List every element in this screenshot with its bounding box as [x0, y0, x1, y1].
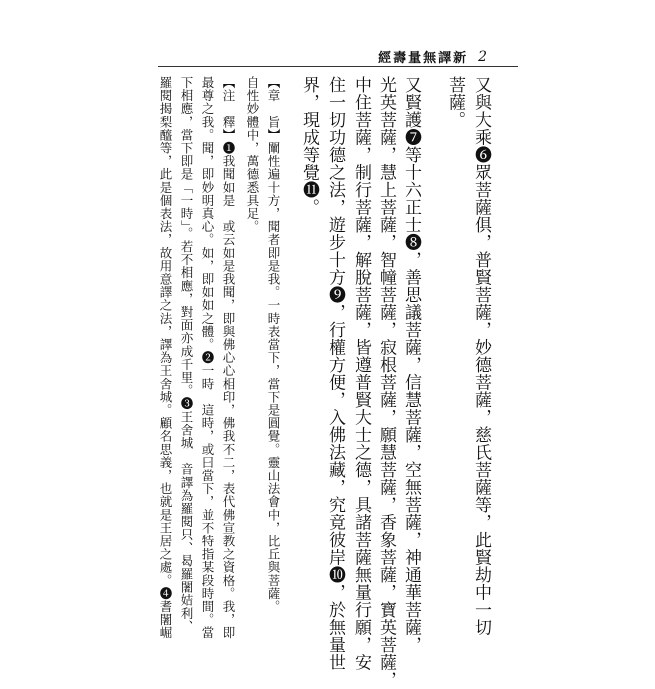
main-text-column: 菩薩。 [445, 76, 465, 129]
main-text-column: 又與大乘❻眾菩薩俱，普賢菩薩，妙德菩薩，慈氏菩薩等，此賢劫中一切 [471, 76, 491, 636]
main-text-column: 中住菩薩，制行菩薩，解脫菩薩，皆遵普賢大士之德，具諸菩薩無量行願，安 [351, 76, 371, 671]
book-title: 經壽量無譯新 [378, 51, 469, 66]
running-header [378, 47, 487, 66]
page-number: 2 [478, 48, 487, 65]
chapter-gist-column: 【章 旨】闡性遍十方，聞者即是我。一時表當下，當下是圓覺。靈山法會中，比丘與菩薩。 [266, 76, 281, 614]
annotation-column: 下相應，當下即是「一時」。若不相應，對面亦成千里。❸王舍城 音譯為羅閱只、曷羅闍姞利、 [179, 76, 194, 634]
main-text-column: 光英菩薩，慧上菩薩，智幢菩薩，寂根菩薩，願慧菩薩，香象菩薩，寶英菩薩， [376, 76, 396, 689]
header-rule [158, 66, 518, 67]
chapter-gist-column: 自性妙體中，萬德悉具足。 [245, 76, 260, 234]
annotation-column: 最尊之我。聞，即妙明真心。如，即如如之體。❷一時 這時，或曰當下，並不特指某段時間。當 [200, 76, 215, 640]
main-text-column: 界，現成等覺⓫。 [299, 76, 319, 216]
annotation-column: 羅閱揭梨醯等，此是個表法，故用意譯之法，譯為王舍城。顧名思義，也就是王居之處。❹耆闍崛 [158, 76, 173, 640]
annotation-column: 【注 釋】❶我聞如是 或云如是我聞，即與佛心心相印，佛我不二，表代佛宣教之資格。我，即 [221, 76, 236, 640]
main-text-column: 又賢護❼等十六正士❽，善思議菩薩，信慧菩薩，空無菩薩，神通華菩薩， [401, 76, 421, 654]
main-text-column: 住一切功德之法，遊步十方❾，行權方便，入佛法藏，究竟彼岸❿，於無量世 [325, 76, 345, 671]
